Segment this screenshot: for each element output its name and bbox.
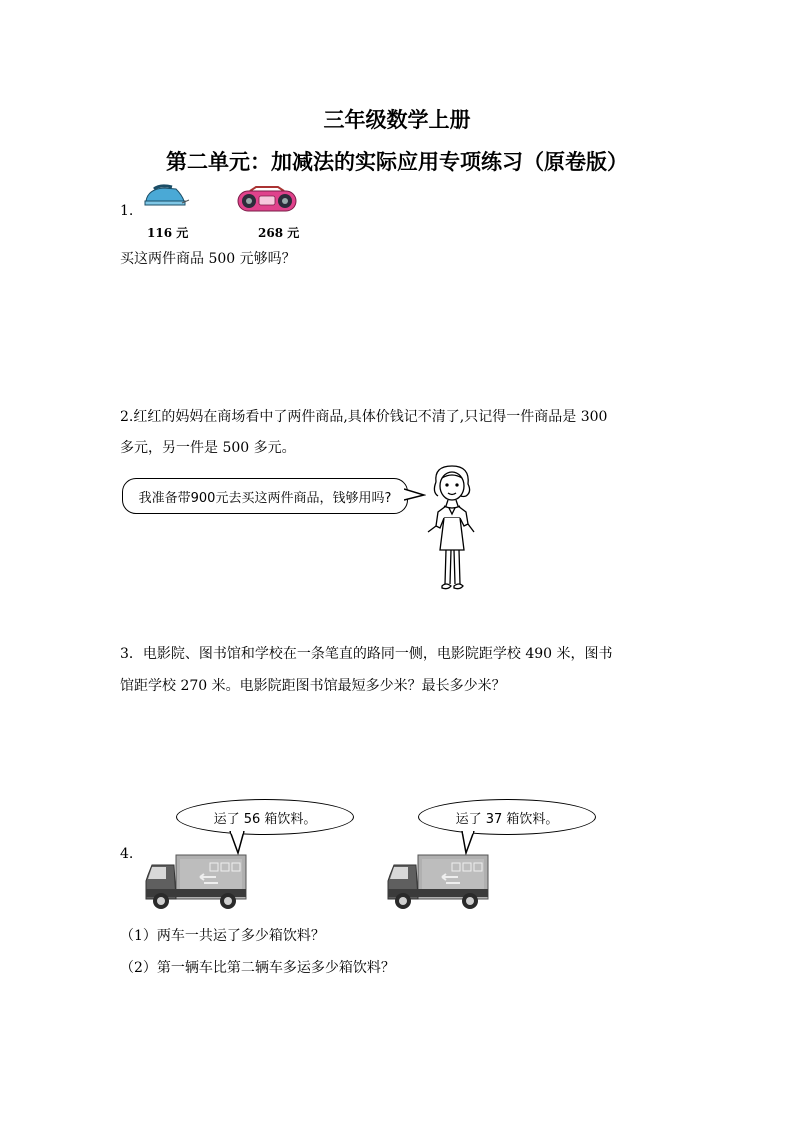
speech-bubble-truck-1 — [176, 799, 354, 835]
bubble-tail — [226, 831, 250, 855]
q2-line1: 2.红红的妈妈在商场看中了两件商品,具体价钱记不清了,只记得一件商品是 300 — [120, 409, 608, 425]
truck-icon — [144, 853, 248, 913]
page-title: 三年级数学上册 — [323, 108, 471, 132]
q4-sub1: （1）两车一共运了多少箱饮料？ — [120, 928, 325, 944]
q1-question: 买这两件商品 500 元够吗？ — [120, 251, 296, 267]
iron-icon — [142, 183, 190, 209]
bubble-tail — [458, 831, 482, 855]
speech-text: 我准备带900元去买这两件商品，钱够用吗? — [138, 490, 392, 506]
q4-number: 4. — [120, 846, 134, 862]
q1-number: 1. — [120, 203, 134, 219]
q2-line2: 多元，另一件是 500 多元。 — [120, 440, 296, 456]
radio-icon — [236, 185, 298, 215]
item-price-2: 268 元 — [258, 226, 300, 240]
page-subtitle: 第二单元：加减法的实际应用专项练习（原卷版） — [166, 150, 628, 174]
item-price-1: 116 元 — [147, 226, 189, 240]
speech-bubble-truck-2 — [418, 799, 596, 835]
truck-2-speech: 运了 37 箱饮料。 — [455, 811, 559, 827]
q4-sub2: （2）第一辆车比第二辆车多运多少箱饮料？ — [120, 960, 395, 976]
truck-1-speech: 运了 56 箱饮料。 — [213, 811, 317, 827]
woman-icon — [420, 462, 482, 602]
q3-line2: 馆距学校 270 米。电影院距图书馆最短多少米？最长多少米？ — [120, 678, 506, 694]
truck-icon — [386, 853, 490, 913]
speech-bubble-q2 — [122, 478, 408, 514]
q3-line1: 3．电影院、图书馆和学校在一条笔直的路同一侧，电影院距学校 490 米，图书 — [120, 646, 613, 662]
